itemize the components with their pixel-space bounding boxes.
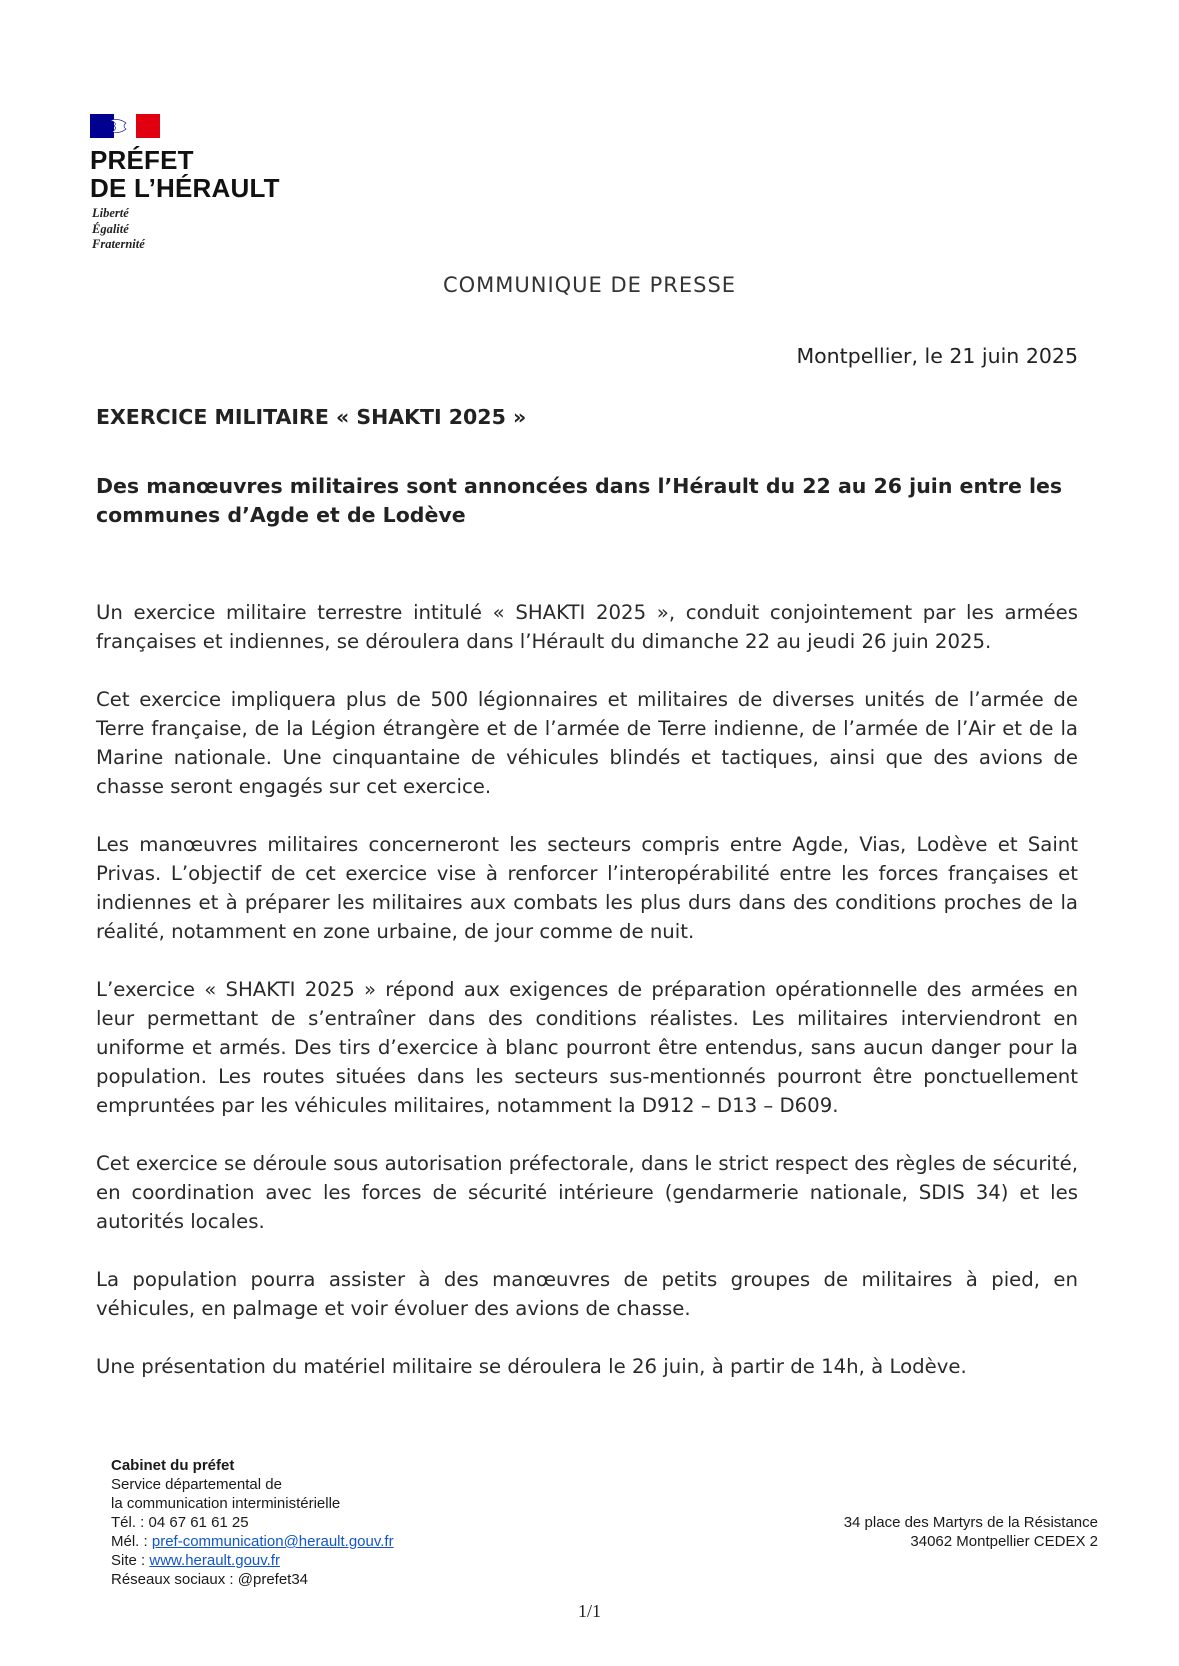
social-line (111, 1570, 394, 1589)
address-line2: 34062 Montpellier CEDEX 2 (910, 1533, 1098, 1550)
body-paragraph: Cet exercice impliquera plus de 500 légionnaires et militaires de diverses unités de l’armée de Terre française, de la Légion étrangère et de l’armée de Terre indienne, de l’armée de l’Air et de la Marine nationale. Une cinquantaine de véhicules blindés et tactiques, ainsi que des avions de chasse seront engagés sur cet exercice. (96, 688, 1078, 798)
logo-title-line1: PRÉFET (90, 145, 194, 175)
document-date: Montpellier, le 21 juin 2025 (796, 344, 1078, 368)
phone-line (111, 1513, 394, 1532)
page-number: 1/1 (577, 1601, 601, 1621)
website-link[interactable]: www.herault.gouv.fr (149, 1552, 280, 1569)
address-block (844, 1513, 1098, 1551)
motto-fraternite: Fraternité (92, 237, 145, 251)
body-paragraph: La population pourra assister à des manœuvres de petits groupes de militaires à pied, en véhicules, en palmage et voir évoluer des avions de chasse. (96, 1268, 1078, 1320)
email-link[interactable]: pref-communication@herault.gouv.fr (151, 1533, 394, 1550)
address-line1: 34 place des Martyrs de la Résistance (843, 1514, 1098, 1531)
service-line2: la communication interministérielle (111, 1495, 341, 1512)
marianne-flag-icon (90, 114, 160, 138)
body-paragraph: Une présentation du matériel militaire se déroulera le 26 juin, à partir de 14h, à Lodève. (96, 1355, 967, 1378)
logo-title-line2: DE L’HÉRAULT (90, 173, 280, 203)
email-label: Mél. : (111, 1533, 148, 1550)
social-handle: @prefet34 (237, 1571, 309, 1588)
body-paragraph: L’exercice « SHAKTI 2025 » répond aux exigences de préparation opérationnelle des armées en leur permettant de s’entraîner dans des conditions réalistes. Les militaires interviendront en uniforme et armés. Des tirs d’exercice à blanc pourront être entendus, sans aucun danger pour la population. Les routes situées dans les secteurs sus-mentionnés pourront être ponctuellement empruntées par les véhicules militaires, notamment la D912 – D13 – D609. (96, 978, 1078, 1117)
social-label: Réseaux sociaux : (111, 1571, 234, 1588)
site-label: Site : (111, 1552, 146, 1569)
site-line (111, 1551, 394, 1570)
press-release-body (96, 598, 1078, 1410)
press-release-title: EXERCICE MILITAIRE « SHAKTI 2025 » (96, 405, 527, 429)
document-type: COMMUNIQUE DE PRESSE (442, 273, 737, 297)
logo-title (90, 146, 280, 202)
office-name: Cabinet du préfet (111, 1457, 235, 1474)
motto-egalite: Égalité (92, 221, 129, 236)
contact-block (111, 1456, 394, 1589)
body-paragraph: Cet exercice se déroule sous autorisation préfectorale, dans le strict respect des règles de sécurité, en coordination avec les forces de sécurité intérieure (gendarmerie nationale, SDIS 34) et les autorités locales. (96, 1152, 1078, 1233)
press-release-subtitle: Des manœuvres militaires sont annoncées dans l’Hérault du 22 au 26 juin entre les communes d’Agde et de Lodève (96, 474, 1063, 527)
phone-label: Tél. : (111, 1514, 145, 1531)
phone-number: 04 67 61 61 25 (148, 1514, 249, 1531)
motto-liberte: Liberté (92, 206, 129, 220)
service-line1: Service départemental de (111, 1476, 282, 1493)
body-paragraph: Un exercice militaire terrestre intitulé « SHAKTI 2025 », conduit conjointement par les armées françaises et indiennes, se déroulera dans l’Hérault du dimanche 22 au jeudi 26 juin 2025. (96, 601, 1078, 653)
body-paragraph: Les manœuvres militaires concerneront les secteurs compris entre Agde, Vias, Lodève et Saint Privas. L’objectif de cet exercice vise à renforcer l’interopérabilité entre les forces françaises et indiennes et à préparer les militaires aux combats les plus durs dans des conditions proches de la réalité, notamment en zone urbaine, de jour comme de nuit. (96, 833, 1078, 943)
email-line (111, 1532, 394, 1551)
republic-motto (92, 206, 145, 253)
